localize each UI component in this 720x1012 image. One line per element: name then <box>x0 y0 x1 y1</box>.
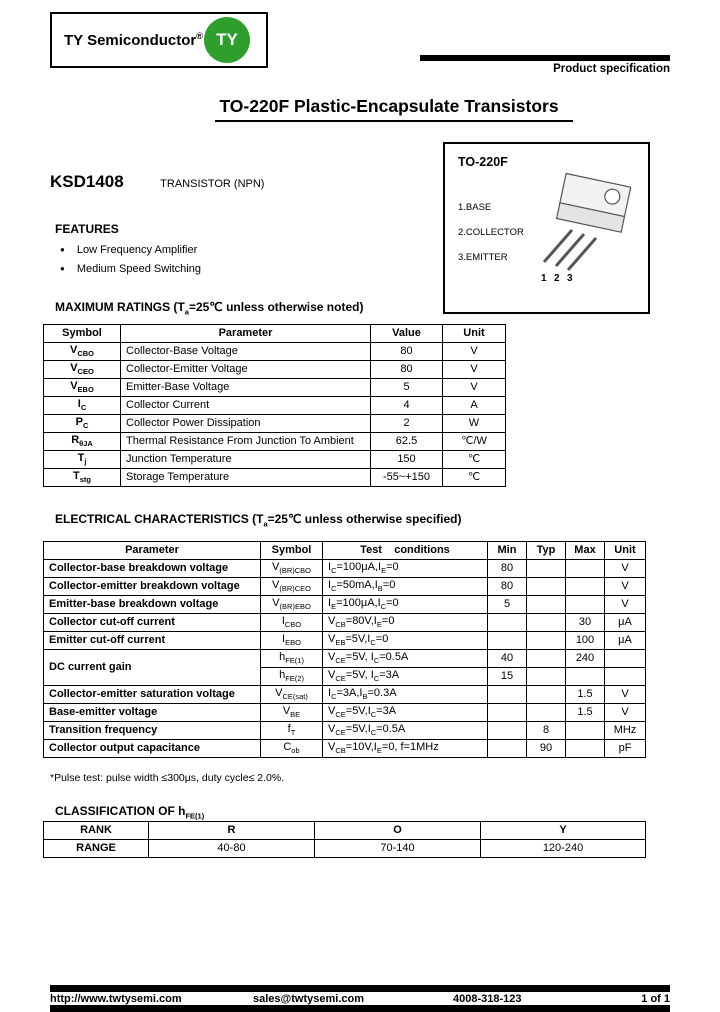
col-unit: Unit <box>443 325 506 343</box>
pin-label-base: 1.BASE <box>458 202 492 213</box>
feature-item: ● Medium Speed Switching <box>60 259 201 278</box>
col-test-conditions: Test conditions <box>323 542 488 560</box>
parameter-cell: Base-emitter voltage <box>44 704 261 722</box>
part-description: TRANSISTOR (NPN) <box>160 178 265 190</box>
pin-label-emitter: 3.EMITTER <box>458 252 508 263</box>
value-cell: 80 <box>371 361 443 379</box>
conditions-cell: $V_{CE}=5V,I_C=0.5A$ <box>323 722 488 740</box>
footer-website: http://www.twtysemi.com <box>50 993 182 1005</box>
unit-cell <box>605 650 646 668</box>
symbol-cell: $I_{EBO}$ <box>261 632 323 650</box>
parameter-cell: Collector Power Dissipation <box>121 415 371 433</box>
maximum-ratings-heading: MAXIMUM RATINGS ($T_a=25℃$ unless otherwise noted) <box>55 300 364 317</box>
ec-row <box>44 560 646 578</box>
max-ratings-row <box>44 433 506 451</box>
symbol-cell: $T_{stg}$ <box>44 469 121 487</box>
col-unit: Unit <box>605 542 646 560</box>
conditions-cell: $I_E=100\mu A,I_C=0$ <box>323 596 488 614</box>
max-ratings-row <box>44 415 506 433</box>
conditions-cell: $V_{EB}=5V,I_C=0$ <box>323 632 488 650</box>
ec-header-row <box>44 542 646 560</box>
max-cell <box>566 578 605 596</box>
typ-cell <box>527 668 566 686</box>
min-cell <box>488 686 527 704</box>
max-ratings-row <box>44 451 506 469</box>
range-r: 40-80 <box>149 840 315 858</box>
value-cell: 4 <box>371 397 443 415</box>
footer-rule-bottom <box>50 1005 670 1012</box>
parameter-cell: Collector-Base Voltage <box>121 343 371 361</box>
unit-cell: MHz <box>605 722 646 740</box>
min-cell <box>488 722 527 740</box>
ec-row <box>44 632 646 650</box>
ec-row <box>44 704 646 722</box>
col-typ: Typ <box>527 542 566 560</box>
unit-cell: ℃ <box>443 469 506 487</box>
max-cell: 30 <box>566 614 605 632</box>
ec-row <box>44 740 646 758</box>
brand-badge-icon: TY <box>204 17 250 63</box>
min-cell: 40 <box>488 650 527 668</box>
footer-page-number: 1 of 1 <box>641 993 670 1005</box>
typ-cell <box>527 686 566 704</box>
parameter-cell: Collector Current <box>121 397 371 415</box>
parameter-cell: Collector-base breakdown voltage <box>44 560 261 578</box>
logo <box>50 12 268 68</box>
parameter-cell: Emitter-Base Voltage <box>121 379 371 397</box>
rank-o: O <box>315 822 481 840</box>
ec-row <box>44 722 646 740</box>
classification-heading: CLASSIFICATION OF $h_{FE(1)}$ <box>55 804 205 821</box>
symbol-cell: $V_{(BR)CBO}$ <box>261 560 323 578</box>
symbol-cell: $I_{CBO}$ <box>261 614 323 632</box>
typ-cell <box>527 632 566 650</box>
typ-cell: 90 <box>527 740 566 758</box>
typ-cell <box>527 596 566 614</box>
parameter-cell: Collector-emitter breakdown voltage <box>44 578 261 596</box>
max-ratings-row <box>44 343 506 361</box>
parameter-cell: Storage Temperature <box>121 469 371 487</box>
min-cell <box>488 740 527 758</box>
max-cell <box>566 560 605 578</box>
symbol-cell: $V_{CEO}$ <box>44 361 121 379</box>
value-cell: 5 <box>371 379 443 397</box>
typ-cell: 8 <box>527 722 566 740</box>
rank-row <box>44 822 646 840</box>
max-ratings-tbody <box>44 343 506 487</box>
package-name: TO-220F <box>458 155 508 169</box>
symbol-cell: $V_{CE(sat)}$ <box>261 686 323 704</box>
unit-cell: μA <box>605 614 646 632</box>
parameter-cell: DC current gain <box>44 650 261 686</box>
symbol-cell: $V_{CBO}$ <box>44 343 121 361</box>
symbol-cell: $V_{BE}$ <box>261 704 323 722</box>
unit-cell: V <box>443 343 506 361</box>
ec-row <box>44 650 646 668</box>
package-outline-box <box>443 142 650 314</box>
parameter-cell: Junction Temperature <box>121 451 371 469</box>
page-title: TO-220F Plastic-Encapsulate Transistors <box>215 96 572 122</box>
col-min: Min <box>488 542 527 560</box>
symbol-cell: $V_{EBO}$ <box>44 379 121 397</box>
electrical-characteristics-heading: ELECTRICAL CHARACTERISTICS ($T_a=25℃$ unless otherwise specified) <box>55 512 462 529</box>
unit-cell: ℃ <box>443 451 506 469</box>
part-number: KSD1408 <box>50 172 124 191</box>
value-cell: 150 <box>371 451 443 469</box>
value-cell: -55~+150 <box>371 469 443 487</box>
min-cell: 5 <box>488 596 527 614</box>
rank-r: R <box>149 822 315 840</box>
max-cell <box>566 722 605 740</box>
pulse-test-note: *Pulse test: pulse width ≤300μs, duty cycle≤ 2.0%. <box>50 772 285 784</box>
col-symbol: Symbol <box>261 542 323 560</box>
conditions-cell: $V_{CE}=5V$, $I_C=0.5A$ <box>323 650 488 668</box>
min-cell <box>488 704 527 722</box>
conditions-cell: $V_{CE}=5V,I_C=3A$ <box>323 704 488 722</box>
pin-labels <box>458 202 524 277</box>
max-ratings-header-row <box>44 325 506 343</box>
unit-cell: V <box>605 578 646 596</box>
unit-cell <box>605 668 646 686</box>
title-wrap <box>0 96 720 122</box>
pin-number-1: 1 <box>541 273 547 284</box>
min-cell <box>488 632 527 650</box>
footer-phone: 4008-318-123 <box>453 993 522 1005</box>
symbol-cell: $V_{(BR)EBO}$ <box>261 596 323 614</box>
pin-number-3: 3 <box>567 273 573 284</box>
symbol-cell: $h_{FE(2)}$ <box>261 668 323 686</box>
max-cell: 240 <box>566 650 605 668</box>
brand-text: TY Semiconductor <box>64 32 197 49</box>
range-y: 120-240 <box>481 840 646 858</box>
unit-cell: μA <box>605 632 646 650</box>
conditions-cell: $I_C=50mA,I_B=0$ <box>323 578 488 596</box>
unit-cell: A <box>443 397 506 415</box>
features-heading: FEATURES <box>55 222 119 236</box>
max-cell <box>566 740 605 758</box>
value-cell: 2 <box>371 415 443 433</box>
unit-cell: V <box>443 379 506 397</box>
min-cell: 80 <box>488 578 527 596</box>
max-cell: 1.5 <box>566 686 605 704</box>
parameter-cell: Thermal Resistance From Junction To Ambient <box>121 433 371 451</box>
unit-cell: W <box>443 415 506 433</box>
rank-y: Y <box>481 822 646 840</box>
conditions-cell: $I_C=100\mu A,I_E=0$ <box>323 560 488 578</box>
ec-row <box>44 596 646 614</box>
min-cell <box>488 614 527 632</box>
parameter-cell: Collector cut-off current <box>44 614 261 632</box>
value-cell: 62.5 <box>371 433 443 451</box>
rank-label: RANK <box>44 822 149 840</box>
col-value: Value <box>371 325 443 343</box>
ec-row <box>44 614 646 632</box>
unit-cell: V <box>605 560 646 578</box>
feature-item: ● Low Frequency Amplifier <box>60 240 201 259</box>
max-cell <box>566 668 605 686</box>
max-ratings-table <box>43 324 506 487</box>
brand-name <box>64 31 203 49</box>
symbol-cell: $C_{ob}$ <box>261 740 323 758</box>
min-cell: 15 <box>488 668 527 686</box>
pin-label-collector: 2.COLLECTOR <box>458 227 524 238</box>
parameter-cell: Collector-Emitter Voltage <box>121 361 371 379</box>
package-drawing-icon <box>516 168 644 286</box>
conditions-cell: $V_{CB}=80V,I_E=0$ <box>323 614 488 632</box>
ec-row <box>44 578 646 596</box>
typ-cell <box>527 614 566 632</box>
max-ratings-row <box>44 361 506 379</box>
part-line <box>50 172 264 192</box>
col-symbol: Symbol <box>44 325 121 343</box>
col-parameter: Parameter <box>44 542 261 560</box>
col-parameter: Parameter <box>121 325 371 343</box>
value-cell: 80 <box>371 343 443 361</box>
max-cell <box>566 596 605 614</box>
parameter-cell: Transition frequency <box>44 722 261 740</box>
range-label: RANGE <box>44 840 149 858</box>
symbol-cell: $R_{\theta JA}$ <box>44 433 121 451</box>
max-cell: 1.5 <box>566 704 605 722</box>
parameter-cell: Collector output capacitance <box>44 740 261 758</box>
conditions-cell: $V_{CB}=10V,I_E=0$, f=1MHz <box>323 740 488 758</box>
classification-table <box>43 821 646 858</box>
unit-cell: V <box>443 361 506 379</box>
unit-cell: ℃/W <box>443 433 506 451</box>
unit-cell: pF <box>605 740 646 758</box>
typ-cell <box>527 704 566 722</box>
footer-email: sales@twtysemi.com <box>253 993 364 1005</box>
ec-row <box>44 686 646 704</box>
max-cell: 100 <box>566 632 605 650</box>
max-ratings-row <box>44 379 506 397</box>
electrical-characteristics-table <box>43 541 646 758</box>
symbol-cell: $P_C$ <box>44 415 121 433</box>
features-list <box>60 240 201 278</box>
range-o: 70-140 <box>315 840 481 858</box>
header-rule <box>420 55 670 61</box>
max-ratings-row <box>44 469 506 487</box>
symbol-cell: $f_T$ <box>261 722 323 740</box>
max-ratings-row <box>44 397 506 415</box>
typ-cell <box>527 578 566 596</box>
product-spec-label: Product specification <box>553 63 670 75</box>
typ-cell <box>527 560 566 578</box>
pin-number-2: 2 <box>554 273 560 284</box>
parameter-cell: Collector-emitter saturation voltage <box>44 686 261 704</box>
conditions-cell: $I_C=3A,I_B=0.3A$ <box>323 686 488 704</box>
col-max: Max <box>566 542 605 560</box>
conditions-cell: $V_{CE}=5V$, $I_C=3A$ <box>323 668 488 686</box>
symbol-cell: $I_C$ <box>44 397 121 415</box>
ec-tbody <box>44 560 646 758</box>
min-cell: 80 <box>488 560 527 578</box>
typ-cell <box>527 650 566 668</box>
unit-cell: V <box>605 686 646 704</box>
parameter-cell: Emitter-base breakdown voltage <box>44 596 261 614</box>
registered-trademark-icon: ® <box>196 31 203 41</box>
unit-cell: V <box>605 704 646 722</box>
parameter-cell: Emitter cut-off current <box>44 632 261 650</box>
unit-cell: V <box>605 596 646 614</box>
footer-rule-top <box>50 985 670 992</box>
symbol-cell: $h_{FE(1)}$ <box>261 650 323 668</box>
range-row <box>44 840 646 858</box>
symbol-cell: $T_j$ <box>44 451 121 469</box>
symbol-cell: $V_{(BR)CEO}$ <box>261 578 323 596</box>
